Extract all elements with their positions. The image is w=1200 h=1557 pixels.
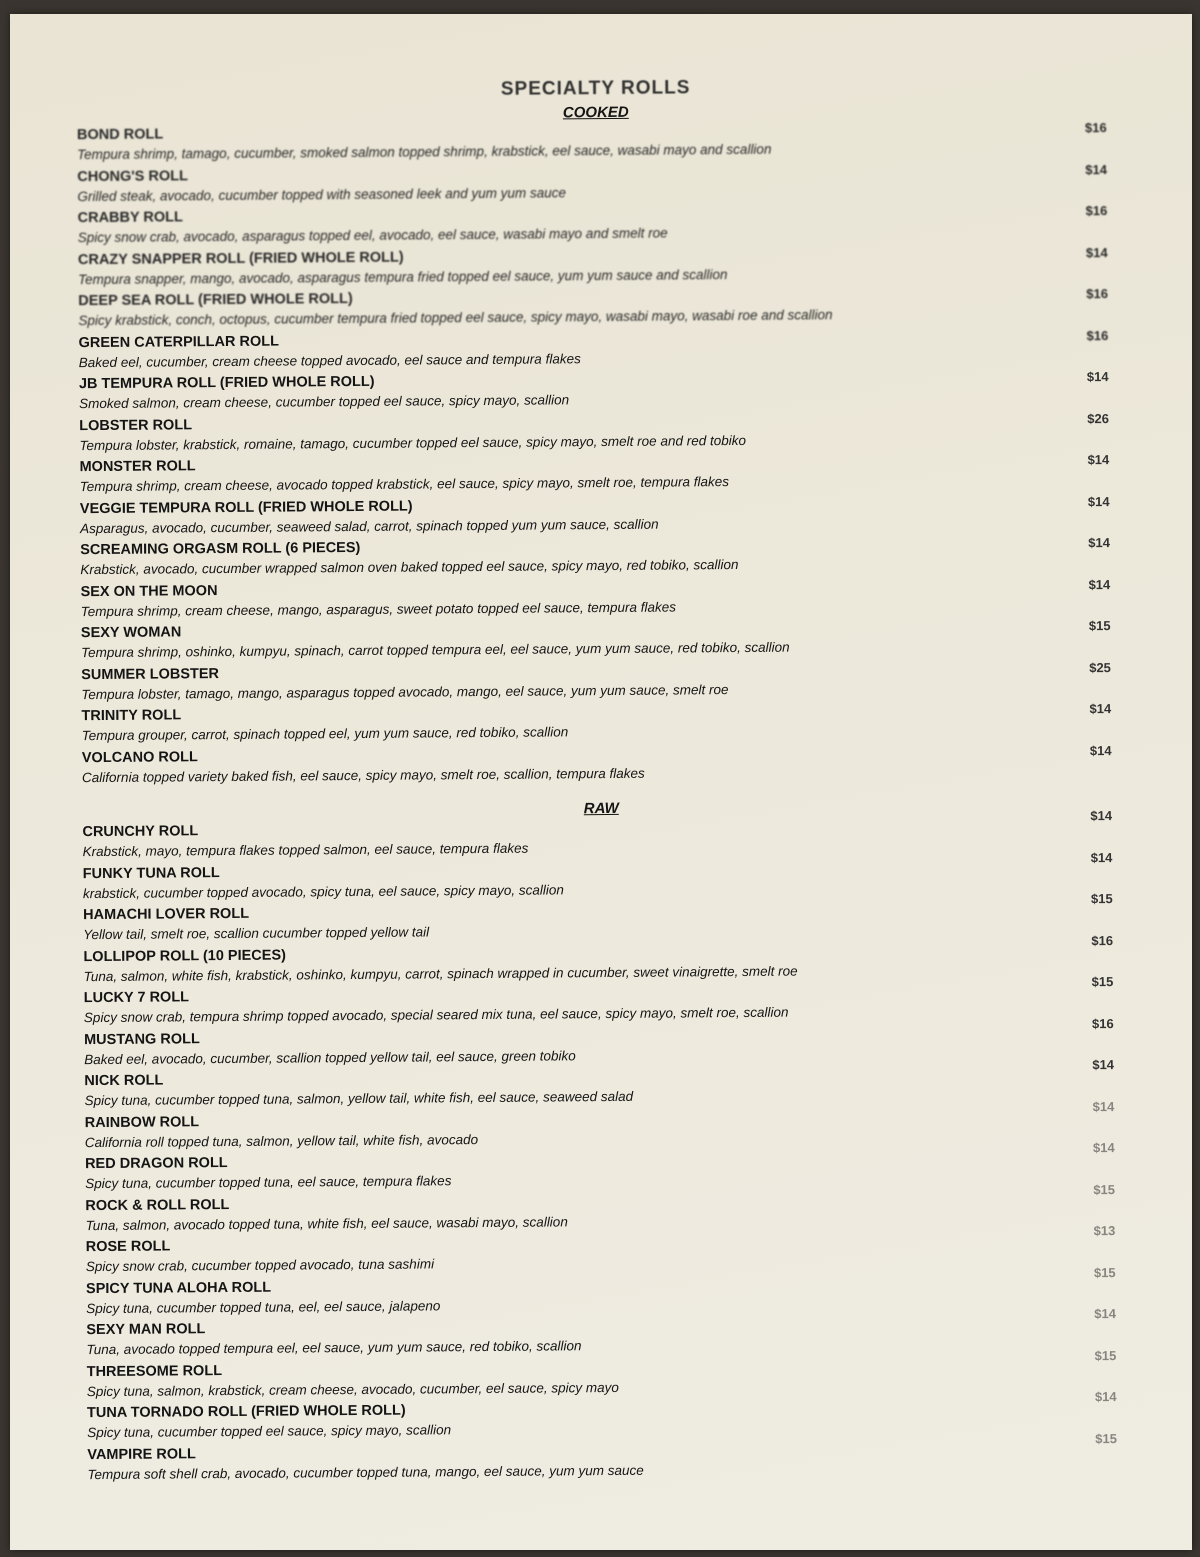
menu-item (78, 202, 958, 250)
menu-item (77, 161, 957, 209)
raw-prices-column (1090, 806, 1145, 1470)
menu-item-price: $14 (1088, 535, 1110, 551)
menu-item-description: Krabstick, mayo, tempura flakes topped salmon, eel sauce, tempura flakes (82, 840, 529, 860)
menu-item-price: $14 (1087, 452, 1110, 468)
menu-item-name: GREEN CATERPILLAR ROLL (78, 333, 279, 351)
cooked-items-list (77, 119, 962, 790)
menu-item-name: FUNKY TUNA ROLL (82, 864, 220, 882)
menu-item-description: Spicy tuna, cucumber topped tuna, eel, eel sauce, jalapeno (86, 1297, 441, 1316)
menu-item (84, 982, 964, 1030)
menu-item-price: $16 (1091, 932, 1114, 948)
menu-item-price: $14 (1094, 1306, 1117, 1322)
menu-item (87, 1356, 967, 1404)
menu-item (86, 1273, 966, 1321)
menu-item-price: $16 (1091, 1015, 1114, 1031)
raw-items-list (82, 816, 967, 1487)
menu-item-name: ROCK & ROLL ROLL (85, 1196, 230, 1214)
menu-item (81, 659, 961, 707)
menu-item (85, 1190, 965, 1238)
menu-page (10, 14, 1192, 1550)
menu-item (80, 493, 960, 541)
menu-item-description: Tempura shrimp, tamago, cucumber, smoked salmon topped shrimp, krabstick, eel sauce, wasabi mayo and scallion (77, 141, 772, 163)
menu-item-name: HAMACHI LOVER ROLL (83, 905, 250, 924)
menu-item-name: VAMPIRE ROLL (87, 1445, 196, 1463)
menu-item-price: $16 (1086, 286, 1109, 302)
menu-item-description: Krabstick, avocado, cucumber wrapped salmon oven baked topped eel sauce, spicy mayo, red tobiko, scallion (80, 556, 739, 578)
menu-item-name: JB TEMPURA ROLL (FRIED WHOLE ROLL) (78, 373, 375, 393)
menu-item-description: Spicy tuna, cucumber topped tuna, eel sauce, tempura flakes (85, 1173, 452, 1192)
menu-item-name: LOBSTER ROLL (79, 416, 193, 434)
cooked-prices-column (1085, 118, 1140, 782)
menu-item (80, 451, 960, 499)
menu-item-description: Grilled steak, avocado, cucumber topped with seasoned leek and yum yum sauce (77, 184, 567, 204)
menu-item-name: VEGGIE TEMPURA ROLL (FRIED WHOLE ROLL) (79, 498, 413, 517)
menu-item-name: MONSTER ROLL (79, 458, 196, 476)
menu-item-description: Tempura lobster, krabstick, romaine, tamago, cucumber topped eel sauce, spicy mayo, smelt roe and red tobiko (79, 432, 747, 453)
menu-item (78, 244, 958, 292)
menu-item (87, 1397, 967, 1445)
menu-item-description: Spicy snow crab, avocado, asparagus topped eel, avocado, eel sauce, wasabi mayo and smelt roe (77, 225, 668, 246)
menu-item-description: Baked eel, cucumber, cream cheese topped avocado, eel sauce and tempura flakes (78, 350, 581, 370)
menu-item-price: $14 (1089, 742, 1112, 758)
menu-item (77, 119, 957, 167)
menu-item-price: $16 (1085, 203, 1108, 219)
menu-item-description: California topped variety baked fish, eel sauce, spicy mayo, smelt roe, scallion, tempura flakes (81, 765, 645, 785)
menu-item-description: krabstick, cucumber topped avocado, spicy tuna, eel sauce, spicy mayo, scallion (82, 881, 564, 901)
menu-item-name: CRABBY ROLL (77, 209, 183, 227)
menu-item-price: $13 (1093, 1223, 1116, 1239)
menu-item-name: SPICY TUNA ALOHA ROLL (85, 1279, 272, 1297)
menu-item-description: California roll topped tuna, salmon, yellow tail, white fish, avocado (84, 1131, 479, 1150)
menu-item-description: Smoked salmon, cream cheese, cucumber topped eel sauce, spicy mayo, scallion (79, 392, 570, 412)
menu-item (82, 742, 962, 790)
menu-item (80, 534, 960, 582)
menu-item-name: RAINBOW ROLL (84, 1113, 200, 1131)
menu-item-description: Spicy krabstick, conch, octopus, cucumber tempura fried topped eel sauce, spicy mayo, wasabi mayo, wasabi roe and scallion (78, 307, 833, 329)
menu-item-name: VOLCANO ROLL (81, 748, 198, 766)
menu-item-price: $14 (1094, 1389, 1117, 1405)
menu-item-price: $15 (1088, 618, 1111, 634)
menu-item-name: DEEP SEA ROLL (FRIED WHOLE ROLL) (78, 291, 353, 310)
menu-item-description: Tuna, salmon, avocado topped tuna, white fish, eel sauce, wasabi mayo, scallion (85, 1213, 568, 1233)
section-heading-raw: RAW (583, 799, 619, 818)
menu-item-name: BOND ROLL (76, 126, 164, 144)
menu-item-price: $15 (1091, 974, 1114, 990)
menu-item-price: $14 (1090, 849, 1113, 865)
menu-item-description: Tempura shrimp, oshinko, kumpyu, spinach, carrot topped tempura eel, eel sauce, yum yum sauce, red tobiko, scallion (80, 639, 790, 661)
menu-item-price: $14 (1086, 369, 1109, 385)
menu-item-description: Tuna, salmon, white fish, krabstick, oshinko, kumpyu, carrot, spinach wrapped in cucumber, sweet vinaigrette, smelt roe (83, 963, 798, 984)
menu-item-price: $14 (1092, 1140, 1115, 1156)
menu-item-price: $14 (1088, 576, 1111, 592)
menu-content (10, 14, 1192, 1550)
menu-item-price: $14 (1092, 1057, 1115, 1073)
menu-item-description: Tempura snapper, mango, avocado, asparagus tempura fried topped eel sauce, yum yum sauce and scallion (78, 266, 728, 287)
menu-item-price: $25 (1089, 659, 1111, 675)
menu-item-price: $14 (1089, 701, 1112, 717)
menu-item-name: CRAZY SNAPPER ROLL (FRIED WHOLE ROLL) (77, 249, 404, 268)
menu-item-price: $14 (1085, 161, 1108, 177)
menu-item-description: Tempura grouper, carrot, spinach topped eel, yum yum sauce, red tobiko, scallion (81, 724, 569, 744)
menu-item (85, 1148, 965, 1196)
menu-item-description: Tempura shrimp, cream cheese, avocado topped krabstick, eel sauce, spicy mayo, smelt roe, tempura flakes (79, 474, 730, 495)
menu-item (84, 1024, 964, 1072)
menu-item-name: MUSTANG ROLL (84, 1030, 200, 1048)
menu-item (86, 1231, 966, 1279)
menu-item-price: $15 (1094, 1347, 1117, 1363)
menu-item-price: $15 (1093, 1264, 1116, 1280)
menu-item (87, 1439, 967, 1487)
menu-item-price: $14 (1092, 1098, 1115, 1114)
menu-item (78, 285, 958, 333)
menu-item (83, 899, 963, 947)
menu-item-name: RED DRAGON ROLL (84, 1155, 228, 1173)
menu-item-name: TRINITY ROLL (81, 707, 182, 725)
menu-item-price: $14 (1087, 493, 1110, 509)
menu-item-description: Tempura shrimp, cream cheese, mango, asparagus, sweet potato topped eel sauce, tempura flakes (80, 598, 677, 619)
menu-item (79, 368, 959, 416)
menu-item-price: $26 (1087, 410, 1109, 426)
menu-item-name: SEX ON THE MOON (80, 582, 218, 600)
menu-item (79, 327, 959, 375)
menu-item (85, 1107, 965, 1155)
menu-item-price: $15 (1093, 1181, 1116, 1197)
menu-item-description: Baked eel, avocado, cucumber, scallion topped yellow tail, eel sauce, green tobiko (84, 1047, 576, 1067)
menu-item (81, 700, 961, 748)
menu-item-name: NICK ROLL (84, 1072, 164, 1090)
menu-item (81, 617, 961, 665)
menu-item-price: $14 (1090, 808, 1113, 824)
menu-item-name: THREESOME ROLL (86, 1362, 223, 1380)
menu-item-price: $15 (1090, 891, 1113, 907)
menu-item-name: CRUNCHY ROLL (82, 823, 199, 841)
menu-item-name: SUMMER LOBSTER (81, 665, 220, 683)
menu-item-description: Spicy snow crab, cucumber topped avocado, tuna sashimi (85, 1256, 435, 1275)
menu-item-description: Yellow tail, smelt roe, scallion cucumber topped yellow tail (83, 924, 430, 943)
menu-item (82, 816, 962, 864)
menu-item-name: LOLLIPOP ROLL (10 PIECES) (83, 947, 286, 965)
menu-item-description: Tuna, avocado topped tempura eel, eel sauce, yum yum sauce, red tobiko, scallion (86, 1338, 582, 1358)
menu-item-description: Spicy tuna, salmon, krabstick, cream cheese, avocado, cucumber, eel sauce, spicy mayo (86, 1379, 619, 1399)
menu-title: SPECIALTY ROLLS (500, 77, 691, 100)
menu-item (79, 410, 959, 458)
menu-item (83, 858, 963, 906)
menu-item (83, 941, 963, 989)
menu-item-description: Tempura lobster, tamago, mango, asparagus topped avocado, mango, eel sauce, yum yum sauce, smelt roe (81, 681, 729, 702)
menu-item-description: Spicy tuna, cucumber topped eel sauce, spicy mayo, scallion (87, 1422, 452, 1441)
menu-item-name: CHONG'S ROLL (77, 167, 188, 185)
menu-item (84, 1065, 964, 1113)
menu-item-description: Spicy tuna, cucumber topped tuna, salmon, yellow tail, white fish, eel sauce, seaweed salad (84, 1088, 634, 1109)
menu-item-description: Spicy snow crab, tempura shrimp topped avocado, special seared mix tuna, eel sauce, spicy mayo, smelt roe, scallion (83, 1004, 789, 1026)
menu-item-price: $16 (1084, 120, 1107, 136)
menu-item-name: SCREAMING ORGASM ROLL (6 PIECES) (80, 539, 361, 559)
menu-item-description: Tempura soft shell crab, avocado, cucumber topped tuna, mango, eel sauce, yum yum sauce (87, 1462, 644, 1482)
menu-item-description: Asparagus, avocado, cucumber, seaweed salad, carrot, spinach topped yum yum sauce, scallion (79, 516, 659, 536)
menu-item (86, 1314, 966, 1362)
menu-item-price: $16 (1086, 327, 1109, 343)
menu-item-name: ROSE ROLL (85, 1238, 171, 1256)
menu-item-price: $14 (1085, 244, 1108, 260)
menu-item-name: SEXY MAN ROLL (86, 1321, 206, 1339)
menu-item (80, 576, 960, 624)
menu-item-name: SEXY WOMAN (80, 624, 182, 642)
menu-item-price: $15 (1095, 1430, 1117, 1446)
menu-item-name: TUNA TORNADO ROLL (FRIED WHOLE ROLL) (86, 1402, 406, 1422)
section-heading-cooked: COOKED (562, 103, 629, 122)
menu-item-name: LUCKY 7 ROLL (83, 989, 190, 1007)
